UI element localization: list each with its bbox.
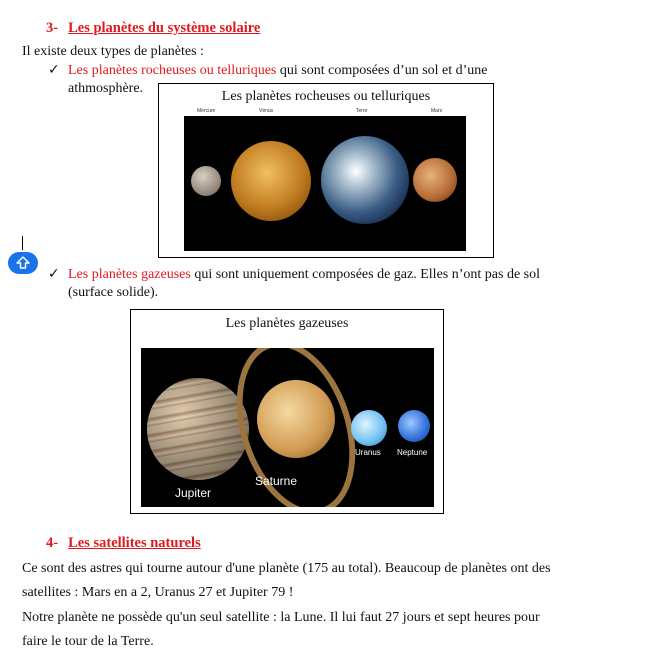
neptune-label: Neptune [397,448,428,457]
list-item-gaseous [68,267,540,283]
figure-title: Les planètes rocheuses ou telluriques [221,89,431,104]
section-4-heading [46,535,201,552]
gaseous-description: qui sont uniquement composées de gaz. Elles n’ont pas de sol [194,267,540,282]
saturn-planet [257,380,335,458]
rocky-planets-figure [158,83,494,258]
gas-planets-image [141,348,434,507]
check-icon: ✓ [48,62,60,78]
jupiter-shade [147,378,249,480]
mercury-planet [191,166,221,196]
earth-planet [321,136,409,224]
gaseous-description-cont: (surface solide). [68,285,159,300]
planet-label-mars: Mars [431,108,443,114]
rocky-planets-image [184,116,466,251]
rocky-description-cont: athmosphère. [68,81,144,96]
section-3-heading [46,20,260,37]
paragraph-line: satellites : Mars en a 2, Uranus 27 et Jupiter 79 ! [22,585,294,600]
text-cursor [22,236,23,250]
planet-label-venus: Vénus [259,108,274,114]
neptune-planet [398,410,430,442]
planet-label-terre: Terre [356,108,368,114]
section-number: 3- [46,20,59,36]
section-title: Les satellites naturels [68,535,201,551]
saturn-label: Saturne [255,474,298,488]
rocky-term: Les planètes rocheuses ou telluriques [68,63,277,78]
paragraph-line: Notre planète ne possède qu'un seul satellite : la Lune. Il lui faut 27 jours et sept heures pour [22,610,540,625]
check-icon: ✓ [48,266,60,282]
section-number: 4- [46,535,59,551]
intro-text: Il existe deux types de planètes : [22,44,204,59]
rocky-description: qui sont composées d’un sol et d’une [279,63,488,78]
figure-title: Les planètes gazeuses [225,316,349,331]
jupiter-label: Jupiter [175,486,212,500]
list-item-rocky [68,63,488,79]
paragraph-line: Ce sont des astres qui tourne autour d'une planète (175 au total). Beaucoup de planètes ont des [22,561,551,576]
uranus-planet [351,410,387,446]
planet-label-mercure: Mercure [197,108,216,114]
section-title: Les planètes du système solaire [68,20,261,36]
arrow-up-icon [16,256,30,270]
paragraph-line: faire le tour de la Terre. [22,634,154,649]
gaseous-term: Les planètes gazeuses [68,267,191,282]
gas-planets-figure [130,309,444,514]
venus-planet [231,141,311,221]
mars-planet [413,158,457,202]
uranus-label: Uranus [355,448,381,457]
scroll-up-button[interactable] [8,252,38,274]
